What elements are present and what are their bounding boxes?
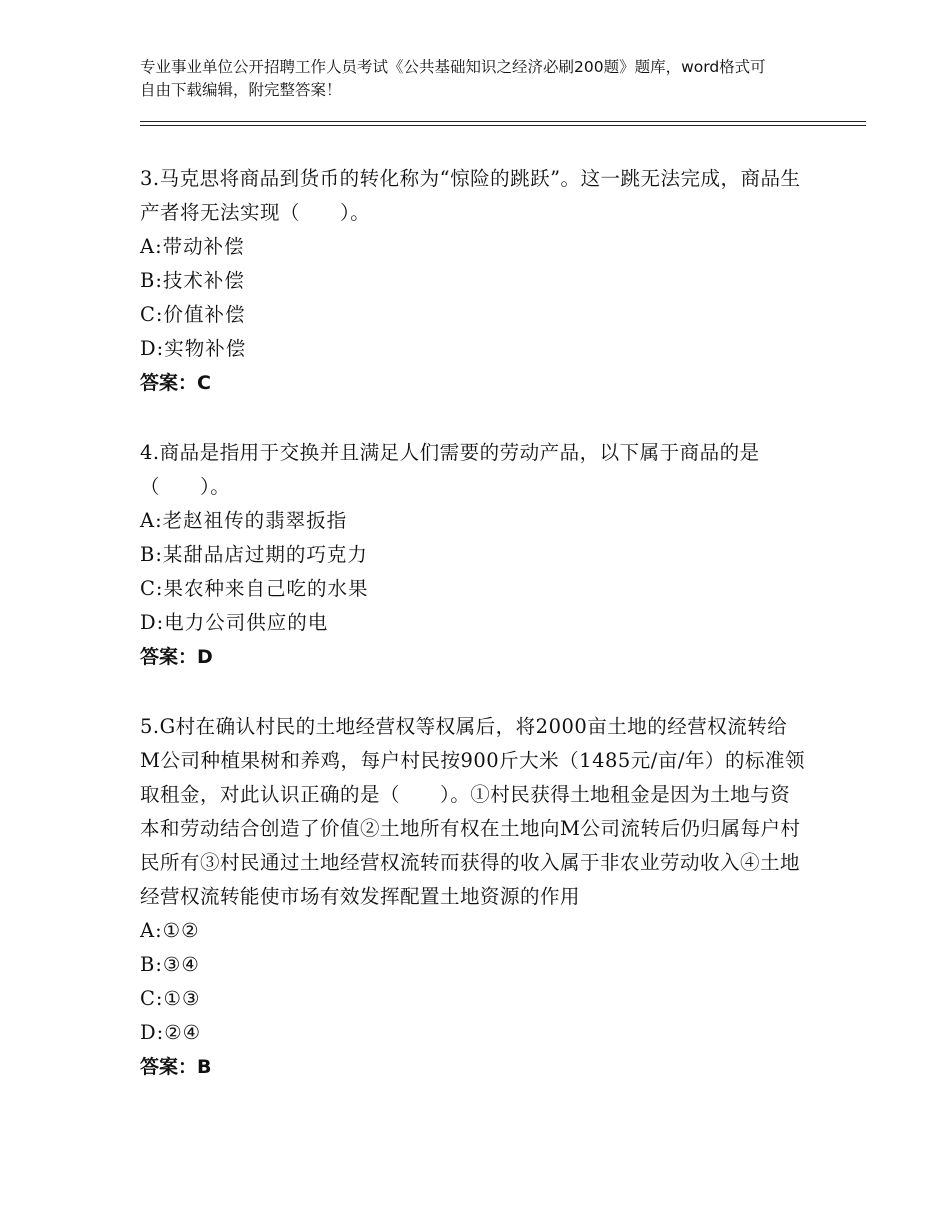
document-header: [140, 56, 780, 102]
answer-label: 答案：C: [140, 372, 211, 394]
header-divider-top: [140, 121, 866, 122]
option-a: A:带动补偿: [140, 235, 245, 258]
option-c: C:价值补偿: [140, 303, 246, 326]
option-b: B:技术补偿: [140, 269, 245, 292]
option-b: B:③④: [140, 953, 200, 976]
header-divider-bottom: [140, 125, 866, 126]
question-stem: 5.G村在确认村民的土地经营权等权属后，将2000亩土地的经营权流转给M公司种植果树和养鸡，每户村民按900斤大米（1485元/亩/年）的标准领取租金，对此认识正确的是（ ）。①村民获得土地租金是因为土地与资本和劳动结合创造了价值②土地所有权在土地向M公司流转后仍归属每户村民所有③村民通过土地经营权流转而获得的收入属于非农业劳动收入④土地经营权流转能使市场有效发挥配置土地资源的作用: [140, 715, 805, 908]
question-4: [140, 436, 820, 674]
question-stem: 4.商品是指用于交换并且满足人们需要的劳动产品，以下属于商品的是（ ）。: [140, 441, 760, 498]
header-title: 专业事业单位公开招聘工作人员考试《公共基础知识之经济必刷200题》题库，word格式可自由下载编辑，附完整答案！: [140, 58, 766, 99]
option-b: B:某甜品店过期的巧克力: [140, 543, 368, 566]
question-stem: 3.马克思将商品到货币的转化称为“惊险的跳跃”。这一跳无法完成，商品生产者将无法实现（ ）。: [140, 167, 801, 224]
question-3: [140, 162, 820, 400]
question-list: [140, 162, 820, 1120]
option-d: D:电力公司供应的电: [140, 611, 329, 634]
option-d: D:②④: [140, 1021, 202, 1044]
option-c: C:果农种来自己吃的水果: [140, 577, 369, 600]
answer-label: 答案：D: [140, 646, 213, 668]
option-d: D:实物补偿: [140, 337, 247, 360]
option-c: C:①③: [140, 987, 201, 1010]
answer-label: 答案：B: [140, 1056, 212, 1078]
option-a: A:①②: [140, 919, 200, 942]
question-5: [140, 710, 820, 1084]
option-a: A:老赵祖传的翡翠扳指: [140, 509, 348, 532]
